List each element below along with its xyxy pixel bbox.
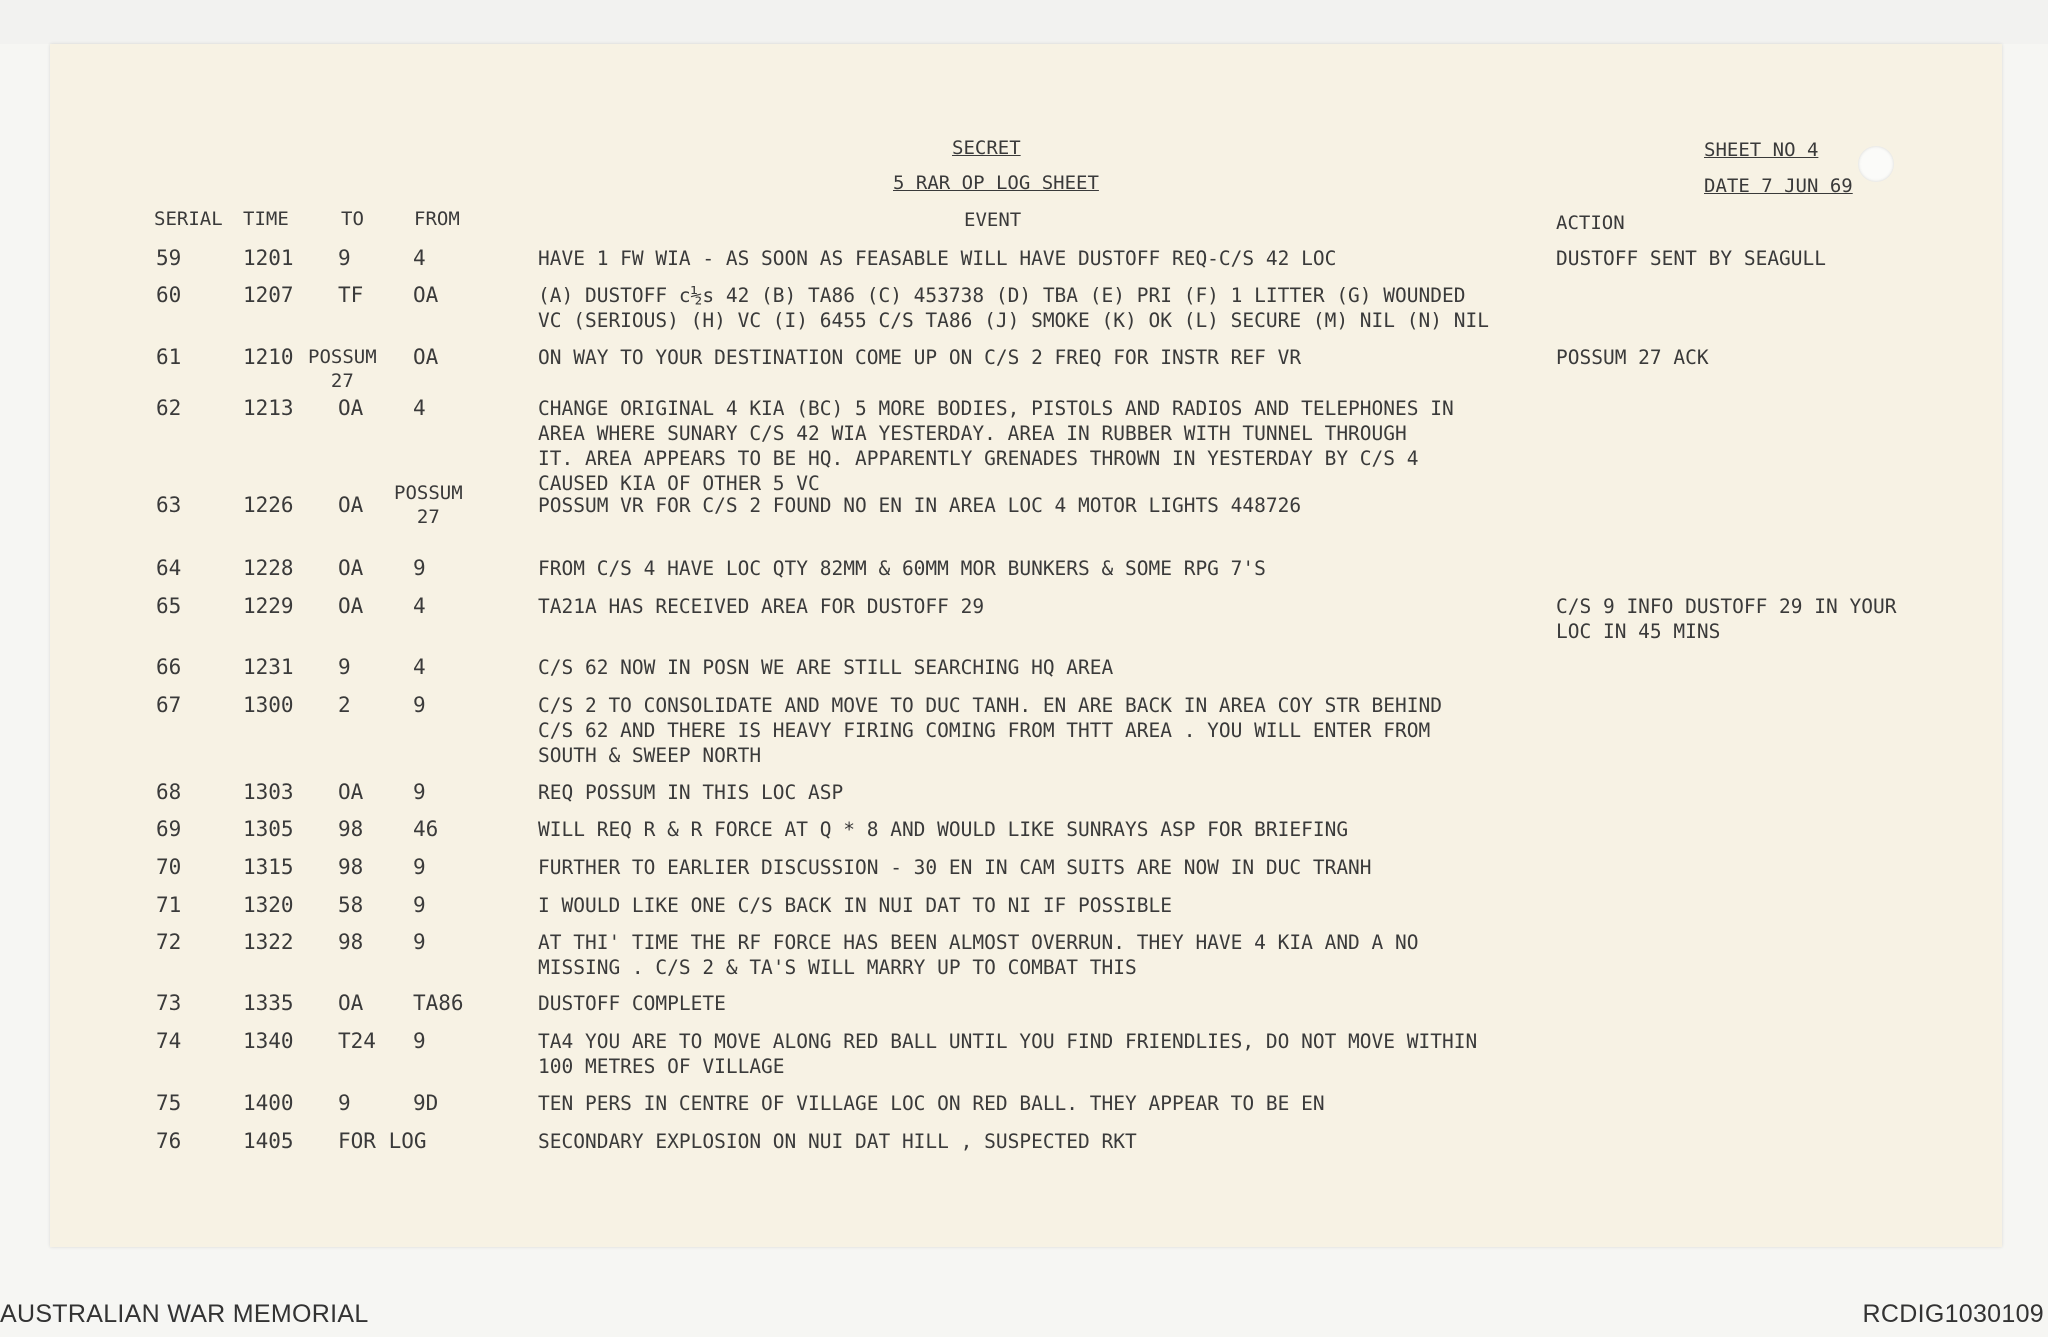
from-cell: OA [413,283,439,307]
event-cell: HAVE 1 FW WIA - AS SOON AS FEASABLE WILL HAVE DUSTOFF REQ-C/S 42 LOC [538,247,1337,270]
sheet-date: DATE 7 JUN 69 [1704,175,1853,197]
event-cell: FURTHER TO EARLIER DISCUSSION - 30 EN IN CAM SUITS ARE NOW IN DUC TRANH [538,856,1372,879]
time-cell: 1305 [243,817,294,841]
from-cell: 4 [413,655,426,679]
time-cell: 1228 [243,556,294,580]
action-cell: DUSTOFF SENT BY SEAGULL [1556,247,1827,270]
to-cell: POSSUM 27 [308,346,377,392]
time-cell: 1229 [243,594,294,618]
from-cell: 9 [413,930,426,954]
from-cell: OA [413,345,439,369]
from-cell: 4 [413,396,426,420]
time-cell: 1322 [243,930,294,954]
serial-cell: 63 [156,493,182,517]
to-cell: 98 [338,930,364,954]
from-cell: TA86 [413,991,464,1015]
event-cell: SECONDARY EXPLOSION ON NUI DAT HILL , SUSPECTED RKT [538,1130,1137,1153]
to-cell: 9 [338,246,351,270]
serial-cell: 74 [156,1029,182,1053]
event-cell: FROM C/S 4 HAVE LOC QTY 82MM & 60MM MOR BUNKERS & SOME RPG 7'S [538,557,1266,580]
column-header-action: ACTION [1556,212,1625,234]
action-cell: C/S 9 INFO DUSTOFF 29 IN YOUR LOC IN 45 MINS [1556,595,1897,643]
to-cell: 98 [338,855,364,879]
event-cell: C/S 62 NOW IN POSN WE ARE STILL SEARCHING HQ AREA [538,656,1114,679]
serial-cell: 69 [156,817,182,841]
serial-cell: 61 [156,345,182,369]
event-cell: AT THI' TIME THE RF FORCE HAS BEEN ALMOST OVERRUN. THEY HAVE 4 KIA AND A NO MISSING . C/S 2 & TA'S WILL MARRY UP TO COMBAT THIS [538,931,1419,979]
event-cell: DUSTOFF COMPLETE [538,992,726,1015]
serial-cell: 59 [156,246,182,270]
from-cell: 9 [413,693,426,717]
serial-cell: 72 [156,930,182,954]
serial-cell: 60 [156,283,182,307]
time-cell: 1201 [243,246,294,270]
time-cell: 1335 [243,991,294,1015]
from-cell: 9 [413,855,426,879]
event-cell: I WOULD LIKE ONE C/S BACK IN NUI DAT TO NI IF POSSIBLE [538,894,1172,917]
serial-cell: 75 [156,1091,182,1115]
time-cell: 1300 [243,693,294,717]
event-cell: ON WAY TO YOUR DESTINATION COME UP ON C/S 2 FREQ FOR INSTR REF VR [538,346,1302,369]
to-cell: OA [338,594,364,618]
to-cell: 58 [338,893,364,917]
from-cell: 4 [413,246,426,270]
archive-reference: RCDIG1030109 [1862,1300,2044,1328]
event-cell: (A) DUSTOFF c½s 42 (B) TA86 (C) 453738 (D) TBA (E) PRI (F) 1 LITTER (G) WOUNDED VC (SERIOUS) (H) VC (I) 6455 C/S TA86 (J) SMOKE (K) OK (L) SECURE (M) NIL (N) NIL [538,284,1489,332]
event-cell: POSSUM VR FOR C/S 2 FOUND NO EN IN AREA LOC 4 MOTOR LIGHTS 448726 [538,494,1302,517]
column-header-from: FROM [414,208,460,230]
column-header-serial: SERIAL [154,208,223,230]
from-cell: 9D [413,1091,439,1115]
document-title: 5 RAR OP LOG SHEET [893,172,1099,194]
column-header-event: EVENT [964,209,1022,231]
serial-cell: 68 [156,780,182,804]
time-cell: 1303 [243,780,294,804]
to-cell: 9 [338,1091,351,1115]
time-cell: 1340 [243,1029,294,1053]
scan-background [0,0,2048,44]
event-cell: WILL REQ R & R FORCE AT Q * 8 AND WOULD LIKE SUNRAYS ASP FOR BRIEFING [538,818,1349,841]
from-cell: POSSUM 27 [394,482,463,528]
column-header-to: TO [341,208,364,230]
serial-cell: 62 [156,396,182,420]
to-cell: 2 [338,693,351,717]
from-cell: 46 [413,817,439,841]
event-cell: TA4 YOU ARE TO MOVE ALONG RED BALL UNTIL YOU FIND FRIENDLIES, DO NOT MOVE WITHIN 100 METRES OF VILLAGE [538,1030,1478,1078]
event-cell: TA21A HAS RECEIVED AREA FOR DUSTOFF 29 [538,595,985,618]
event-cell: REQ POSSUM IN THIS LOC ASP [538,781,844,804]
action-cell: POSSUM 27 ACK [1556,346,1709,369]
serial-cell: 76 [156,1129,182,1153]
to-cell: OA [338,396,364,420]
serial-cell: 64 [156,556,182,580]
to-cell: OA [338,493,364,517]
to-cell: 9 [338,655,351,679]
event-cell: TEN PERS IN CENTRE OF VILLAGE LOC ON RED BALL. THEY APPEAR TO BE EN [538,1092,1325,1115]
to-cell: OA [338,556,364,580]
time-cell: 1210 [243,345,294,369]
column-header-time: TIME [243,208,289,230]
sheet-number: SHEET NO 4 [1704,139,1819,161]
to-cell: 98 [338,817,364,841]
time-cell: 1207 [243,283,294,307]
to-cell: T24 [338,1029,376,1053]
time-cell: 1405 [243,1129,294,1153]
time-cell: 1320 [243,893,294,917]
classification-marking: SECRET [952,137,1021,159]
event-cell: CHANGE ORIGINAL 4 KIA (BC) 5 MORE BODIES, PISTOLS AND RADIOS AND TELEPHONES IN AREA WHERE SUNARY C/S 42 WIA YESTERDAY. AREA IN RUBBER WITH TUNNEL THROUGH IT. AREA APPEARS TO BE HQ. APPARENTLY GRENADES THROWN IN YESTERDAY BY C/S 4 CAUSED KIA OF OTHER 5 VC [538,397,1454,495]
serial-cell: 65 [156,594,182,618]
time-cell: 1231 [243,655,294,679]
archive-credit: AUSTRALIAN WAR MEMORIAL [0,1300,369,1328]
to-cell: OA [338,780,364,804]
time-cell: 1226 [243,493,294,517]
serial-cell: 71 [156,893,182,917]
serial-cell: 73 [156,991,182,1015]
time-cell: 1213 [243,396,294,420]
time-cell: 1315 [243,855,294,879]
serial-cell: 67 [156,693,182,717]
serial-cell: 66 [156,655,182,679]
serial-cell: 70 [156,855,182,879]
to-cell: FOR LOG [338,1129,427,1153]
to-cell: TF [338,283,364,307]
from-cell: 9 [413,1029,426,1053]
punch-hole [1858,146,1894,182]
time-cell: 1400 [243,1091,294,1115]
from-cell: 9 [413,556,426,580]
to-cell: OA [338,991,364,1015]
from-cell: 9 [413,780,426,804]
event-cell: C/S 2 TO CONSOLIDATE AND MOVE TO DUC TANH. EN ARE BACK IN AREA COY STR BEHIND C/S 62 AND THERE IS HEAVY FIRING COMING FROM THTT AREA . YOU WILL ENTER FROM SOUTH & SWEEP NORTH [538,694,1442,767]
from-cell: 9 [413,893,426,917]
from-cell: 4 [413,594,426,618]
